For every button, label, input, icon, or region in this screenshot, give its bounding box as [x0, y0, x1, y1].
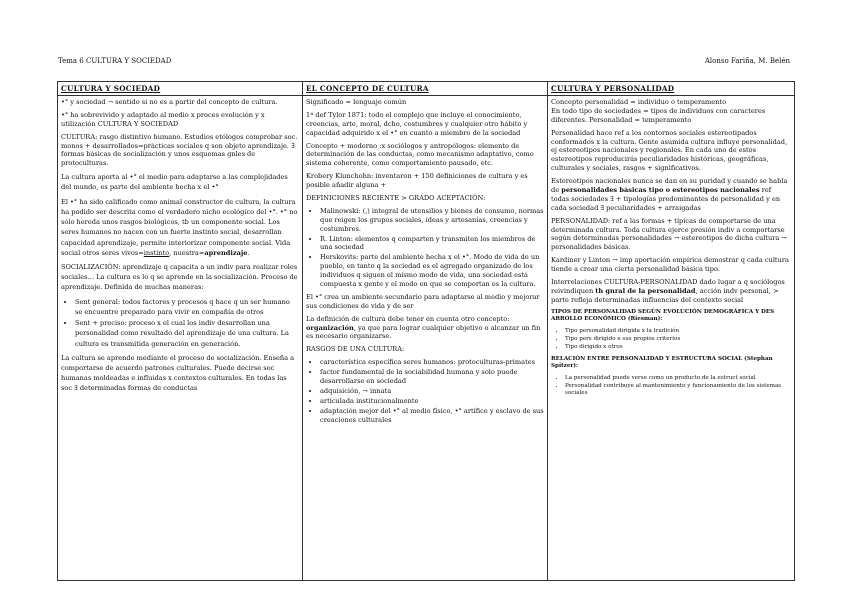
bold-term: organización: [306, 323, 354, 332]
paragraph: 1ª def Tylor 1871: todo el complejo que incluye el conocimiento, creencias, arte, moral, dcho, costumbres y cualquier otro hábito y capacidad adquirido x el •° en cuanto a miembro de la sociedad: [306, 110, 528, 137]
bold-term: th gnral de la personalidad: [595, 286, 696, 295]
text: .: [247, 248, 250, 257]
paragraph: Kardiner y Linton → imp aportación empírica demostrar q cada cultura tiende a crear una cierta personalidad básica tipo.: [551, 256, 789, 274]
list-item: • Sent general: todos factores y procesos q hace q un ser humano se encuentre preparado para vivir en compañía de otros: [75, 297, 299, 317]
paragraph: •° ha sobrevivido y adaptado al medio x proces evolución y x utilización CULTURA Y SOCIEDAD: [61, 110, 265, 128]
paragraph: Personalidad hace ref a los contornos sociales estereotipados conformados x la cultura. Gente asumida cultura influye personalidad, ej estereotipos nacionales y regionales. En cada uno de estos estereotipos reproducirás peculiaridades históricas, geográficas, culturales y sociales, rasgos + significativos.: [551, 128, 788, 173]
text: , acción indv personal, > parte refleja determinadas influencias del contexto social: [551, 286, 779, 304]
text: , nuestra=: [169, 248, 205, 257]
list-item: • Sent + preciso: proceso x el cual los indiv desarrollan una personalidad como resultado del aprendizaje de una cultura. La cultura es transmitida generación en generación.: [75, 318, 299, 349]
paragraph: •° y sociedad ¬ sentido si no es a partir del concepto de cultura.: [61, 98, 278, 106]
bullet-list: [75, 297, 299, 349]
paragraph: [61, 197, 299, 258]
notes-table: [57, 81, 795, 581]
paragraph: CULTURA: rasgo distintivo humano. Estudios etólogos comprobar soc. monos + desarrollados=prácticas sociales q son objeto aprendizaje. ∃ formas básicas de socialización y unos esquemas gnles de protoculturas.: [61, 132, 298, 168]
column-title-cultura-personalidad: CULTURA Y PERSONALIDAD: [548, 82, 795, 96]
column-cultura-personalidad: [548, 96, 795, 581]
list-item: • Tipo pers dirigido x sus propios criterios: [565, 336, 791, 343]
column-title-cultura-sociedad: CULTURA Y SOCIEDAD: [58, 82, 303, 96]
paragraph: Concepto personalidad = individuo o temperamento: [551, 98, 727, 106]
text: La definición de cultura debe tener en cuenta otro concepto:: [306, 314, 510, 323]
paragraph: [551, 177, 791, 213]
list-item: • Tipo dirigido x otros: [565, 344, 791, 351]
paragraph: Concepto + moderno :x sociólogos y antropólogos: elemento de determinación de las conductas, como mecanismo adaptativo, como sistema coherente, como comportamiento pausado, etc.: [306, 141, 534, 168]
table-body-row: [58, 96, 795, 581]
list-item: • adquisición, ¬ innata: [320, 387, 544, 396]
list-item: • La personalidad puede verse como un producto de la estruct social: [565, 375, 791, 382]
bullet-list: [565, 328, 791, 352]
bullet-list: [320, 207, 544, 289]
paragraph: DEFINICIONES RECIENTE > GRADO ACEPTACIÓN:: [306, 194, 486, 203]
paragraph: [306, 315, 544, 342]
column-concepto-cultura: [303, 96, 548, 581]
list-item: • Personalidad contribuye al mantenimiento y funcionamiento de los sistemas sociales: [565, 383, 791, 398]
column-cultura-sociedad: [58, 96, 303, 581]
document-topic: Tema 6 CULTURA Y SOCIEDAD: [58, 57, 172, 65]
text: El •° ha sido calificado como animal constructor de cultura, la cultura ha podido ser descrita como el verdadero nicho ecológico del •°. •° no sólo hereda unos rasgos biológicos, tb un componente social. Los seres humanos no nacen con un fuerte instinto social, desarrollan capacidad aprendizaje, permite interiorizar componente social. Vida social otros seres vivos=: [61, 197, 298, 257]
list-item: • Tipo personalidad dirigida x la tradición: [565, 328, 791, 335]
paragraph: Significado = lenguaje común: [306, 98, 407, 106]
bullet-list: [565, 375, 791, 398]
list-item: • articulada institucionalmente: [320, 397, 544, 406]
underlined-term: instinto: [143, 248, 170, 257]
paragraph: RASGOS DE UNA CULTURA:: [306, 345, 405, 354]
bold-term: personalidades básicas tipo o estereotipos nacionales: [561, 186, 760, 195]
text: Estereotipos nacionales nunca se dan en su puridad y cuando se habla de: [551, 177, 788, 195]
text: ref todas sociedades ∃ + tipologías predominantes de personalidad y en cada sociedad ∃ peculiaridades + arraigadas: [551, 186, 781, 212]
paragraph: [551, 278, 791, 305]
list-item: • Malinowski: (,) integral de utensilios y bienes de consumo, normas que reigen los grupos sociales, ideas y artesanías, creencias y costumbres.: [320, 207, 544, 234]
paragraph: PERSONALIDAD: ref a las formas + típicas de comportarse de una determinada cultura. Toda cultura ejerce presión indiv a comportarse según determinadas personalidades → estereotipos de dicha cultura → personalidades básicas.: [551, 216, 787, 252]
paragraph: La cultura se aprende mediante el proceso de socialización. Enseña a comportarse de acuerdo patrones culturales. Puede decirse soc humanas moldeadas e influidas x contextos culturales. En todas las soc ∃ determinadas formas de conductas: [61, 353, 295, 393]
bullet-list: [320, 358, 544, 424]
bold-term: aprendizaje: [204, 248, 248, 257]
list-item: • adaptación mejor del •° al medio físico, •° artífice y esclavo de sus creaciones culturales: [320, 407, 544, 425]
list-item: • Herskovits: parte del ambiente hecha x el •°. Modo de vida de un pueblo, en tanto q la sociedad es el agregado organizado de los individuos q siguen el mismo modo de vida, una sociedad está compuesta x gente y el modo en que se comportan es la cultura.: [320, 253, 544, 289]
paragraph: La cultura aporta al •° el medio para adaptarse a las complejidades del mundo, es parte del ambiente hecha x el •°: [61, 173, 288, 192]
column-title-concepto-cultura: EL CONCEPTO DE CULTURA: [303, 82, 548, 96]
table-header-row: [58, 82, 795, 96]
document-author: Alonso Fariña, M. Belén: [704, 57, 790, 65]
list-item: • característica específica seres humanos: protoculturas-primates: [320, 358, 544, 367]
subsection-title: RELACIÓN ENTRE PERSONALIDAD Y ESTRUCTURA SOCIAL (Stephan Spitzer):: [551, 355, 773, 370]
paragraph: En todo tipo de sociedades = tipos de individuos con caracteres diferentes. Personalidad = temperamento: [551, 106, 766, 124]
subsection-title: TIPOS DE PERSONALIDAD SEGÚN EVOLUCIÓN DEMOGRÁFICA Y DES ARROLLO ECONÓMICO (Riesman):: [551, 308, 775, 323]
paragraph: SOCIALIZACIÓN: aprendizaje q capacita a un indiv para realizar roles sociales… La cultura es lo q se aprende en la socialización. Proceso de aprendizaje. Definida de muchas maneras:: [61, 262, 298, 292]
paragraph: El •° crea un ambiente secundario para adaptarse al medio y mejorar sus condiciones de vida y de ser: [306, 292, 540, 310]
list-item: • factor fundamental de la sociabilidad humana y solo puede desarrollarse en sociedad: [320, 368, 544, 386]
text: Interrelaciones CULTURA-PERSONALIDAD dado lugar a q sociólogos reivindiquen: [551, 278, 785, 295]
list-item: • R. Linton: elementos q comparten y transmiten los miembros de una sociedad: [320, 235, 544, 253]
paragraph: Krobery Klunchohn: inventaron + 150 definiciones de cultura y es posible añadir alguna +: [306, 172, 528, 190]
text: , ya que para lograr cualquier objetivo o alcanzar un fin es necesario organizarse.: [306, 323, 541, 341]
